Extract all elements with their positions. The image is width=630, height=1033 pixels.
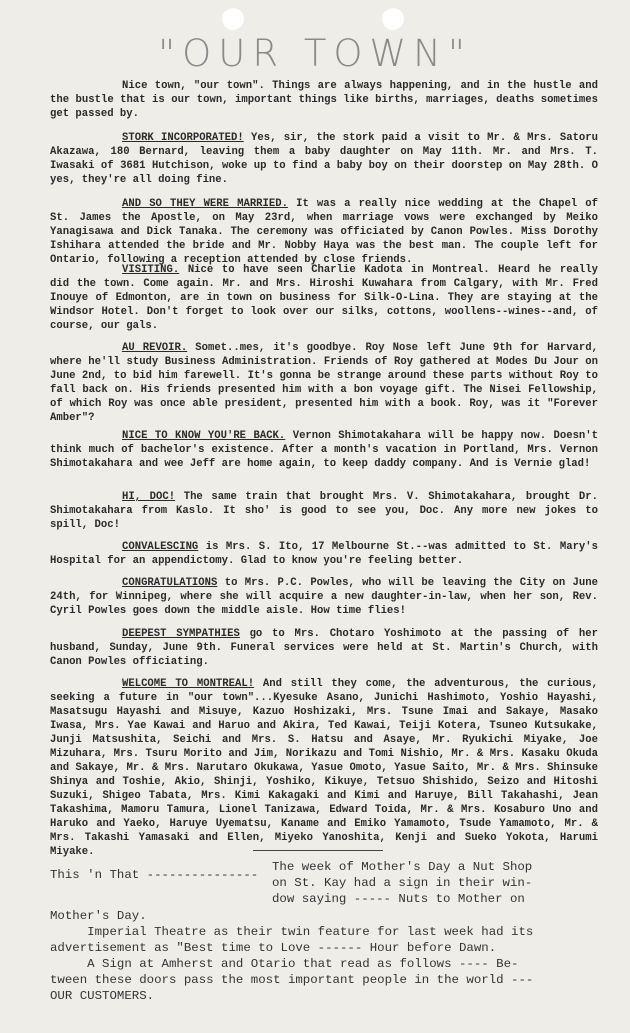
paragraph-heading: CONVALESCING <box>122 541 199 553</box>
paragraph-heading: VISITING. <box>122 264 180 276</box>
this-n-that-label: This 'n That --------------- <box>50 868 259 882</box>
paragraph-sympathies <box>50 627 598 669</box>
paragraph-body: Vernon Shimotakahara will be happy now. Doesn't think much of bachelor's existence. After a month's vacation in Portland, Mrs. Vernon Shimotakahara and wee Jeff are home again, to keep daddy company. And is Vernie glad! <box>50 430 598 470</box>
paragraph-stork <box>50 131 598 187</box>
paragraph-heading: AND SO THEY WERE MARRIED. <box>122 198 288 210</box>
paragraph-heading: HI, DOC! <box>122 491 176 503</box>
this-n-that-line: The week of Mother's Day a Nut Shop <box>272 860 533 874</box>
paragraph-heading: NICE TO KNOW YOU'RE BACK. <box>122 430 286 442</box>
paragraph-hi-doc <box>50 490 598 532</box>
paragraph-body: The same train that brought Mrs. V. Shimotakahara, brought Dr. Shimotakahara from Kaslo. It sho' is good to see you, Doc. Any more new jokes to spill, Doc! <box>50 491 599 531</box>
this-n-that-line: A Sign at Amherst and Otario that read as follows ---- Be- <box>50 957 519 971</box>
paragraph-body: is Mrs. S. Ito, 17 Melbourne St.--was admitted to St. Mary's Hospital for an appendictomy. Glad to know you're feeling better. <box>50 541 598 567</box>
this-n-that-line: on St. Kay had a sign in their win- <box>272 876 533 890</box>
paragraph-au-revoir <box>50 341 598 425</box>
paragraph-visiting <box>50 263 598 333</box>
paragraph-body: Nice to have seen Charlie Kadota in Montreal. Heard he really did the town. Come again. Mr. and Mrs. Hiroshi Kuwahara from Calgary, with Mr. Fred Inouye of Edmonton, are in town on business for Silk-O-Lina. They are staying at the Windsor Hotel. Don't forget to look over our silks, cottons, woollens--wines--and, of course, our gals. <box>50 264 598 332</box>
paragraph-body: to Mrs. P.C. Powles, who will be leaving the City on June 24th, for Winnipeg, where she will acquire a new daughter-in-law, when her son, Rev. Cyril Powles goes down the middle aisle. How time flies! <box>50 577 598 617</box>
paragraph-body: Somet..mes, it's goodbye. Roy Nose left June 9th for Harvard, where he'll study Business Administration. Friends of Roy gathered at Modes Du Jour on June 2nd, to bid him farewell. It's gonna be strange around these parts without Roy to fall back on. His friends presented him with a bon voyage gift. The Nisei Fellowship, of which Roy was once able president, presented him with a book. Roy, was it "Forever Amber"? <box>50 342 598 424</box>
this-n-that-line: advertisement as "Best time to Love ------ Hour before Dawn. <box>50 941 497 955</box>
paragraph-congratulations <box>50 576 598 618</box>
paragraph-body: Yes, sir, the stork paid a visit to Mr. & Mrs. Satoru Akazawa, 180 Bernard, leaving them a baby daughter on May 11th. Mr. and Mrs. T. Iwasaki of 3681 Hutchison, woke up to find a baby boy on their doorstep on May 28th. O yes, they're all doing fine. <box>50 132 599 186</box>
paragraph-body: It was a really nice wedding at the Chapel of St. James the Apostle, on May 23rd, when marriage vows were exchanged by Meiko Yanagisawa and Dick Tanaka. The ceremony was officiated by Canon Powles. Miss Dorothy Ishihara attended the bride and Mr. Nobby Haya was the best man. The couple left for Ontario, following a reception attended by close friends. <box>50 198 598 266</box>
paragraph-heading: CONGRATULATIONS <box>122 577 218 589</box>
this-n-that-line: dow saying ----- Nuts to Mother on <box>272 892 525 906</box>
paragraph-welcome <box>50 677 598 859</box>
intro-paragraph: Nice town, "our town". Things are always happening, and in the hustle and the bustle that is our town, important things like births, marriages, deaths sometimes get passed by. <box>50 80 598 120</box>
this-n-that-line: Imperial Theatre as their twin feature for last week had its <box>50 925 534 939</box>
punch-hole <box>382 8 404 30</box>
this-n-that-line: OUR CUSTOMERS. <box>50 989 155 1003</box>
paragraph-body: go to Mrs. Chotaro Yoshimoto at the passing of her husband, Sunday, June 9th. Funeral services were held at St. Martin's Church, with Canon Powles officiating. <box>50 628 598 668</box>
this-n-that-line: Mother's Day. <box>50 909 147 923</box>
paragraph-heading: AU REVOIR. <box>122 342 188 354</box>
page-title: "OUR TOWN" <box>158 32 472 75</box>
section-divider <box>253 850 383 851</box>
this-n-that-line: tween these doors pass the most important people in the world --- <box>50 973 534 987</box>
paragraph-heading: WELCOME TO MONTREAL! <box>122 678 255 690</box>
paragraph-heading: STORK INCORPORATED! <box>122 132 244 144</box>
paragraph-back <box>50 429 598 471</box>
paragraph-heading: DEEPEST SYMPATHIES <box>122 628 240 640</box>
paragraph-convalescing <box>50 540 598 568</box>
paragraph-married <box>50 197 598 267</box>
punch-hole <box>222 8 244 30</box>
paragraph-body: And still they come, the adventurous, the curious, seeking a future in "our town"...Kyesuke Asano, Junichi Hashimoto, Yoshio Hayashi, Masatsugu Hayashi and Misuye, Kazuo Hoshizaki, Mrs. Tsune Imai and Sakaye, Masako Iwasa, Mrs. Yae Kawai and Haruo and Akira, Ted Kawai, Teiji Kotera, Tsuneo Kutsukake, Junji Matsushita, Seichi and Mrs. S. Hatsu and Asaye, Mr. Ryukichi Miyake, Joe Mizuhara, Mrs. Tsuru Morito and Jim, Norikazu and Tomi Nishio, Mr. & Mrs. Kasaku Okuda and Sakaye, Mr. & Mrs. Narutaro Okukawa, Yasue Omoto, Yasue Saito, Mr. & Mrs. Shinsuke Shinya and Toshie, Akio, Shinji, Yoshiko, Kikuye, Tetsuo Shishido, Seizo and Hitoshi Suzuki, Shigeo Tabata, Mrs. Kimi Kakagaki and Kimi and Haruye, Bill Takahashi, Jean Takashima, Mamoru Tamura, Lionel Tanizawa, Edward Toida, Mr. & Mrs. Kosaburo Uno and Haruko and Yaeko, Haruye Uyematsu, Kaname and Emiko Yamamoto, Tsude Yamamoto, Mr. & Mrs. Takashi Yamasaki and Ellen, Miyeko Yanoshita, Kenji and Sueko Yokota, Harumi Miyake. <box>50 678 598 858</box>
